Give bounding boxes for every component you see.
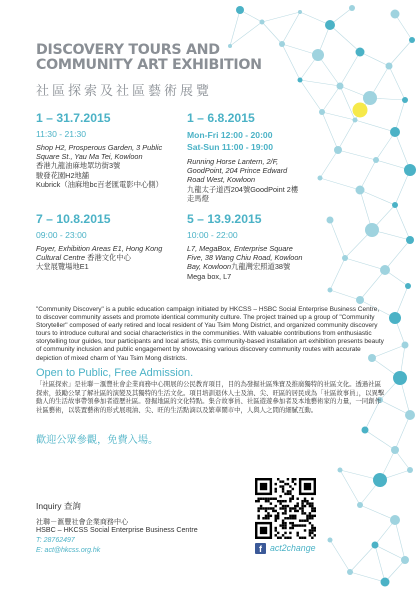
event-address: L7, MegaBox, Enterprise Square Five, 38 Wang Chiu Road, Kowloon Bay, Kowloon九龍灣宏照道38號Mega box, L7 <box>187 244 303 281</box>
event-time: Mon-Fri 12:00 - 20:00 Sat-Sun 11:00 - 19:00 <box>187 130 273 152</box>
network-dot <box>373 473 387 487</box>
network-dot <box>391 10 400 19</box>
network-dot <box>334 146 342 154</box>
network-dot <box>356 296 364 304</box>
event-4 <box>187 212 307 281</box>
network-dot <box>279 41 285 47</box>
title-zh: 社區探索及社區藝術展覽 <box>36 83 213 98</box>
description-zh: 「社區探索」是社聯－滙豐社會企業商務中心開展的公民教育項目，目的為發掘社區殊寶及推廣獨特的社區文化。透過社區探索，鼓勵公眾了解社區的演變及其獨特的生活文化。項目培訓退休人士及油、尖、旺區的居民成為「社區故事員」，以異擊動人的生活故事帶領參加者遊歷社區。發掘地區的文化特點。集合故事員、社區遊遊參加者及本地藝術家的力量，一同創作社區藝術，以裝置藝術的形式展現油、尖、旺的生活點滴以及繁華鬧市中，人與人之間的細膩互動。 <box>36 381 385 414</box>
network-dot <box>409 37 415 43</box>
network-dot <box>365 223 379 237</box>
network-dot <box>312 49 324 61</box>
email-link[interactable]: E: act@hkcss.org.hk <box>36 547 101 554</box>
title-en: DISCOVERY TOURS AND COMMUNITY ART EXHIBITION <box>36 42 262 73</box>
event-date: 1 – 6.8.2015 <box>187 111 255 125</box>
event-time: 09:00 - 23:00 <box>36 230 87 240</box>
network-dot <box>390 515 400 525</box>
network-dot <box>298 78 303 83</box>
network-dot <box>356 186 365 195</box>
network-dot <box>401 556 409 564</box>
inquiry-title: Inquiry 查詢 <box>36 501 81 511</box>
network-dot <box>236 6 244 14</box>
network-dot <box>407 467 413 473</box>
network-dot <box>260 20 265 25</box>
network-dot <box>362 427 369 434</box>
facebook-tag[interactable]: act2change <box>270 543 316 553</box>
network-dot <box>405 410 415 420</box>
network-dot <box>402 97 408 103</box>
facebook-icon[interactable]: f <box>255 543 266 554</box>
network-dot <box>328 538 333 543</box>
event-address: Foyer, Exhibition Areas E1, Hong Kong Cultural Centre 香港文化中心 大堂展覽場地E1 <box>36 244 163 272</box>
phone: T: 28762497 <box>36 537 75 544</box>
event-date: 7 – 10.8.2015 <box>36 212 111 226</box>
network-dot <box>356 48 365 57</box>
network-dot <box>337 83 344 90</box>
event-date: 1 – 31.7.2015 <box>36 111 111 125</box>
network-dot <box>402 342 409 349</box>
network-dot <box>381 578 390 587</box>
event-date: 5 – 13.9.2015 <box>187 212 262 226</box>
event-time: 11:30 - 21:30 <box>36 129 87 139</box>
qr-code[interactable] <box>255 478 316 539</box>
network-dot <box>347 569 353 575</box>
network-dot <box>393 371 407 385</box>
network-dot <box>405 283 411 289</box>
event-3 <box>36 212 176 272</box>
org-name-en: HSBC – HKCSS Social Enterprise Business Centre <box>36 526 198 534</box>
event-2 <box>187 111 302 203</box>
network-dot <box>349 5 355 11</box>
network-dot <box>391 446 399 454</box>
network-dot <box>327 217 334 224</box>
network-dot <box>298 10 302 14</box>
open-to-public: Open to Public, Free Admission. <box>36 367 194 379</box>
network-dot <box>404 164 416 176</box>
event-address: Shop H2, Prosperous Garden, 3 Public Square St., Yau Ma Tei, Kowloon 香港九龍油麻地眾坊街3號 駿發花園H2地舖 Kubrick（油麻地bc百老匯電影中心側） <box>36 143 163 189</box>
network-dot <box>372 542 379 549</box>
org-name-zh: 社聯－滙豐社會企業商務中心 <box>36 518 129 526</box>
network-dot <box>390 127 400 137</box>
network-dot <box>380 265 390 275</box>
network-dot <box>342 255 348 261</box>
network-dot <box>338 468 343 473</box>
network-dot <box>357 502 363 508</box>
event-address: Running Horse Lantern, 2/F, GoodPoint, 204 Prince Edward Road West, Kowloon 九龍太子道西204號GoodPoint 2樓走馬燈 <box>187 157 299 203</box>
network-dot <box>325 20 335 30</box>
highlight-dot <box>353 103 368 118</box>
network-dot <box>363 91 377 105</box>
network-dot <box>318 176 323 181</box>
network-dot <box>373 157 379 163</box>
network-dot <box>353 118 358 123</box>
welcome-text: 歡迎公眾參觀，免費入場。 <box>36 435 159 446</box>
network-dot <box>389 312 401 324</box>
network-dot <box>328 288 333 293</box>
event-time: 10:00 - 22:00 <box>187 230 238 240</box>
network-dot <box>319 109 325 115</box>
description-en: "Community Discovery" is a public education campaign initiated by HKCSS – HSBC Social Enterprise Business Centre, to discover community assets and promote identical community culture. The project trained up a group of "Community Storyteller" composed of early retired and local resident of Yau Tsim Mong District, and organized community discovery tours to introduce cultural and social characteristics in the communities. With valuable contributions from enthusiastic storytelling tour guides, tour participants and local artists, this community-based installation art exhibition presents beauty of community inclusion and public engagement by showcasing various discovery community routes with accurate depiction of mixed charm of Yau Tsim Mong districts. <box>36 306 384 362</box>
network-dot <box>392 202 398 208</box>
network-dot <box>386 63 393 70</box>
network-dot <box>406 236 414 244</box>
event-1 <box>36 111 186 189</box>
